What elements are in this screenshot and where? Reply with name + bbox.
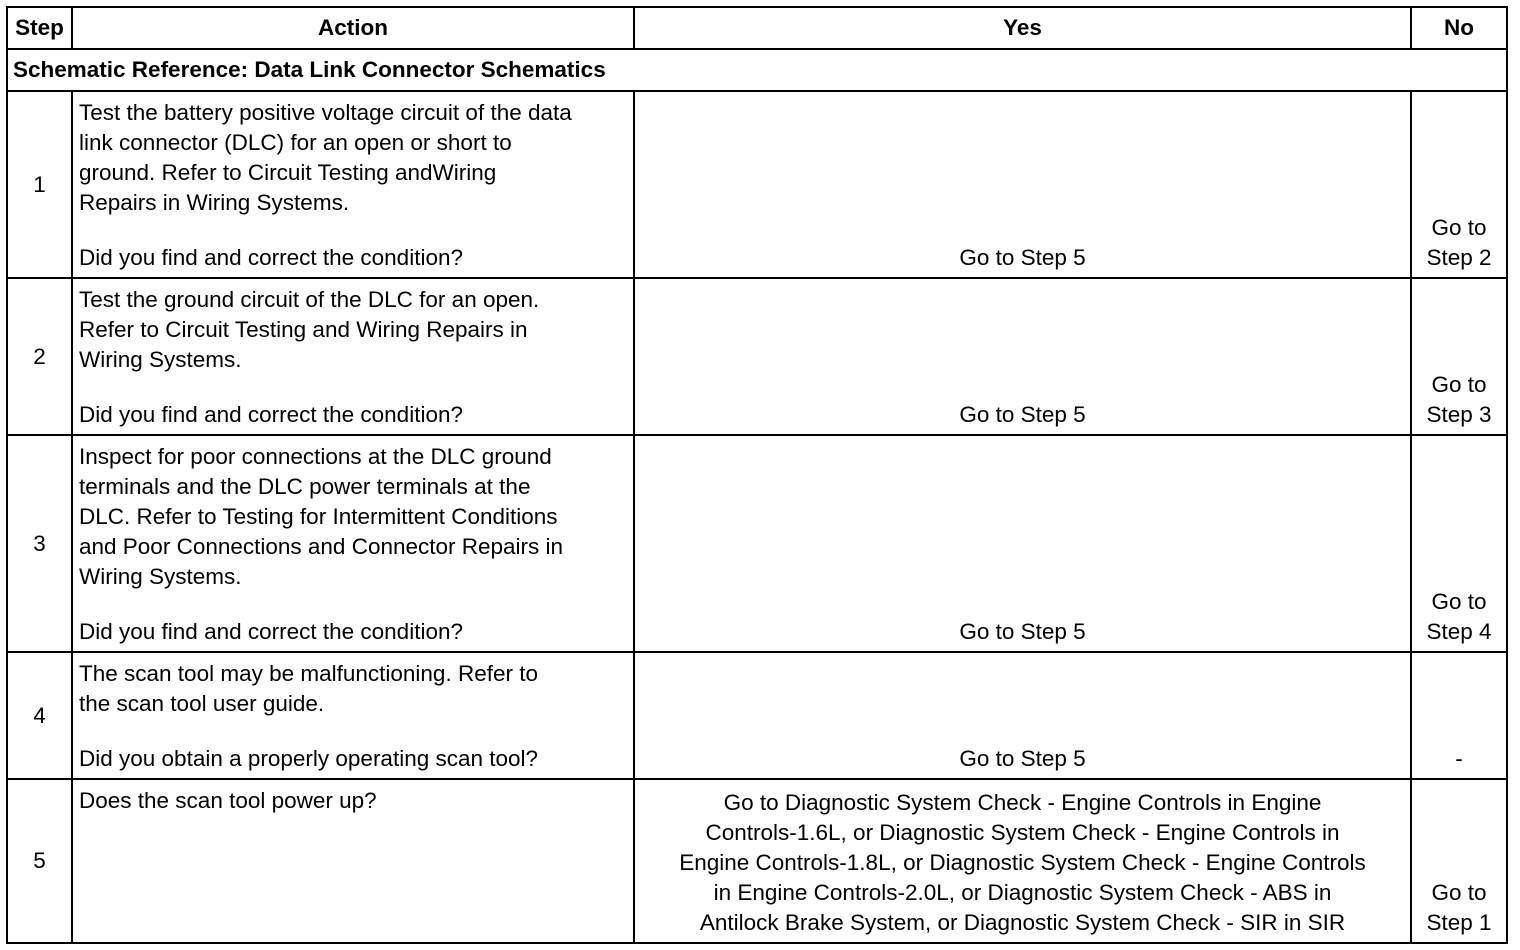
header-row (7, 7, 1507, 49)
no-result (1411, 779, 1507, 943)
table-row (7, 91, 1507, 278)
yes-line: Controls-1.6L, or Diagnostic System Check - Engine Controls in (705, 820, 1340, 845)
table-row (7, 278, 1507, 435)
action-cell (72, 779, 634, 943)
action-line: and Poor Connections and Connector Repairs in (79, 534, 564, 559)
no-line: Step 4 (1426, 619, 1492, 644)
action-line: Wiring Systems. (79, 347, 242, 372)
action-line: the scan tool user guide. (79, 691, 325, 716)
action-line: Wiring Systems. (79, 564, 242, 589)
action-line: Inspect for poor connections at the DLC ground (79, 444, 552, 469)
action-question: Did you find and correct the condition? (79, 245, 463, 270)
table-row (7, 435, 1507, 652)
action-line: DLC. Refer to Testing for Intermittent Conditions (79, 504, 558, 529)
table-row (7, 779, 1507, 943)
yes-result: Go to Step 5 (634, 652, 1411, 779)
header-yes: Yes (634, 7, 1411, 49)
action-question: Did you obtain a properly operating scan tool? (79, 746, 539, 771)
header-step: Step (7, 7, 72, 49)
step-number: 3 (7, 435, 72, 652)
no-line: Step 3 (1426, 402, 1492, 427)
yes-result: Go to Step 5 (634, 278, 1411, 435)
step-number: 1 (7, 91, 72, 278)
action-line: Test the battery positive voltage circuit of the data (79, 100, 572, 125)
yes-line: in Engine Controls-2.0L, or Diagnostic System Check - ABS in (713, 880, 1332, 905)
schematic-reference: Schematic Reference: Data Link Connector Schematics (7, 49, 1507, 91)
action-line: terminals and the DLC power terminals at the (79, 474, 531, 499)
header-action: Action (72, 7, 634, 49)
diagnostic-table-page (6, 6, 1506, 944)
table-row (7, 652, 1507, 779)
action-question: Did you find and correct the condition? (79, 402, 463, 427)
action-cell (72, 278, 634, 435)
action-line: Test the ground circuit of the DLC for an open. (79, 287, 540, 312)
step-number: 2 (7, 278, 72, 435)
action-line: link connector (DLC) for an open or short to (79, 130, 512, 155)
action-line: Does the scan tool power up? (79, 788, 377, 813)
header-no: No (1411, 7, 1507, 49)
no-line: Go to (1431, 215, 1487, 240)
action-cell (72, 435, 634, 652)
yes-result (634, 779, 1411, 943)
yes-result: Go to Step 5 (634, 435, 1411, 652)
action-line: Repairs in Wiring Systems. (79, 190, 350, 215)
action-cell (72, 652, 634, 779)
yes-line: Go to Diagnostic System Check - Engine Controls in Engine (723, 790, 1322, 815)
action-line: Refer to Circuit Testing and Wiring Repairs in (79, 317, 528, 342)
no-line: Step 2 (1426, 245, 1492, 270)
step-number: 4 (7, 652, 72, 779)
step-number: 5 (7, 779, 72, 943)
no-line: Go to (1431, 372, 1487, 397)
action-question: Did you find and correct the condition? (79, 619, 463, 644)
schematic-reference-row (7, 49, 1507, 91)
action-line: The scan tool may be malfunctioning. Refer to (79, 661, 538, 686)
yes-line: Engine Controls-1.8L, or Diagnostic System Check - Engine Controls (679, 850, 1366, 875)
no-result (1411, 652, 1507, 779)
no-line: - (1455, 746, 1463, 771)
yes-result: Go to Step 5 (634, 91, 1411, 278)
no-result (1411, 435, 1507, 652)
no-line: Go to (1431, 880, 1487, 905)
action-line: ground. Refer to Circuit Testing andWiring (79, 160, 497, 185)
no-line: Go to (1431, 589, 1487, 614)
action-cell (72, 91, 634, 278)
no-result (1411, 278, 1507, 435)
no-line: Step 1 (1426, 910, 1492, 935)
yes-line: Antilock Brake System, or Diagnostic System Check - SIR in SIR (699, 910, 1346, 935)
no-result (1411, 91, 1507, 278)
diagnostic-table (6, 6, 1508, 944)
